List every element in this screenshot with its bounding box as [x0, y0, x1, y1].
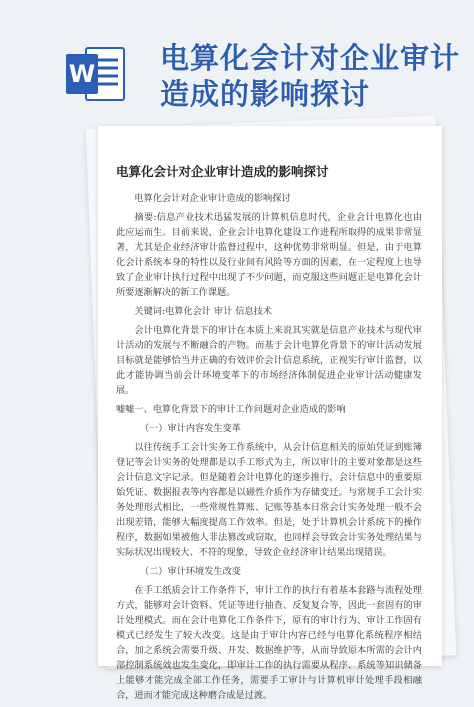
doc-section-heading: 嘘嘘一、电算化背景下的审计工作问题对企业造成的影响	[116, 404, 346, 415]
document-title: 电算化会计对企业审计造成的影响探讨	[116, 164, 329, 179]
doc-paragraph-abstract: 摘要:信息产业技术迅猛发展的计算机信息时代，企业会计电算化也由此应运而生。目前来说，企业会计电算化建设工作进程所取得的成果非常显著，尤其是企业经济审计监督过程中，这种优势非常明显。但是，由于电算化会计系统本身的特性以及行业间有风险等方面的因素，在一定程度上也导致了企业审计执行过程中出现了不少问题，而克服这些问题正是电算化会计所要逐渐解决的新工作课题。	[116, 212, 422, 298]
doc-paragraph: 在手工纸质会计工作条件下，审计工作的执行有着基本套路与流程处理方式，能够对会计资料、凭证等进行抽查、反复复合等，因此一套固有的审计处理模式。而在会计电算化工作条件下，原有的审计行为、审计工作固有模式已经发生了较大改变。这是由于审计内容已经与电算化系统程序相结合，加之系统会需要升级、开发、数据维护等，从而导致原本所需的会计内部控制系统效也发生变化，即审计工作的执行需要从程序、系统等知识储备上能够才能完成全部工作任务，需要手工审计与计算机审计处理手段相融合，进而才能完成这种磨合成是过渡。	[116, 585, 422, 701]
doc-subheading: （一）审计内容发生变革	[139, 423, 241, 434]
document-body	[116, 164, 422, 707]
doc-paragraph: 会计电算化背景下的审计在本质上来说其实就是信息产业技术与现代审计活动的发展与不断融合的产物。而基于会计电算化背景下的审计活动发展目标就是能够恰当并正确的有效评价会计信息系统，正视实行审计监督，以此才能协调当前会计环境变革下的市场经济体制促进企业审计活动健康发展。	[116, 325, 422, 396]
doc-paragraph: 以往传统手工会计实务工作系统中，从会计信息相关的原始凭证到账簿登记等会计实务的处理都是以手工形式为主，所以审计的主要对象都是这些会计信息文字记录。但是随着会计电算化的逐步推行，会计信息中的重要原始凭证、数据报表等内容都是以磁性介质作为存储变迁。与常规手工会计实务处理形式相比，一些常规性算账、记账等基本日常会计实务处理一般不会出现差错，能够大幅度提高工作效率。但是，处于计算机会计系统下的操作程序，数据如果被他人非法篡改或窃取，也同样会导致会计实务处理结果与实际状况出现较大、不符的现象，导致企业经济审计结果出现错误。	[116, 442, 422, 558]
word-icon-letter: W	[68, 60, 96, 88]
doc-paragraph-keywords: 关键词:电算化会计 审计 信息技术	[134, 306, 272, 317]
doc-paragraph: 电算化会计对企业审计造成的影响探讨	[134, 193, 291, 204]
headline-line-2: 造成的影响探讨	[160, 77, 371, 111]
document-page	[98, 126, 442, 701]
page-headline	[160, 40, 460, 112]
word-document-icon	[64, 44, 128, 104]
headline-line-1: 电算化会计对企业审计	[160, 41, 461, 75]
doc-subheading: （二）审计环境发生改变	[139, 566, 241, 577]
banner-header	[0, 0, 474, 120]
